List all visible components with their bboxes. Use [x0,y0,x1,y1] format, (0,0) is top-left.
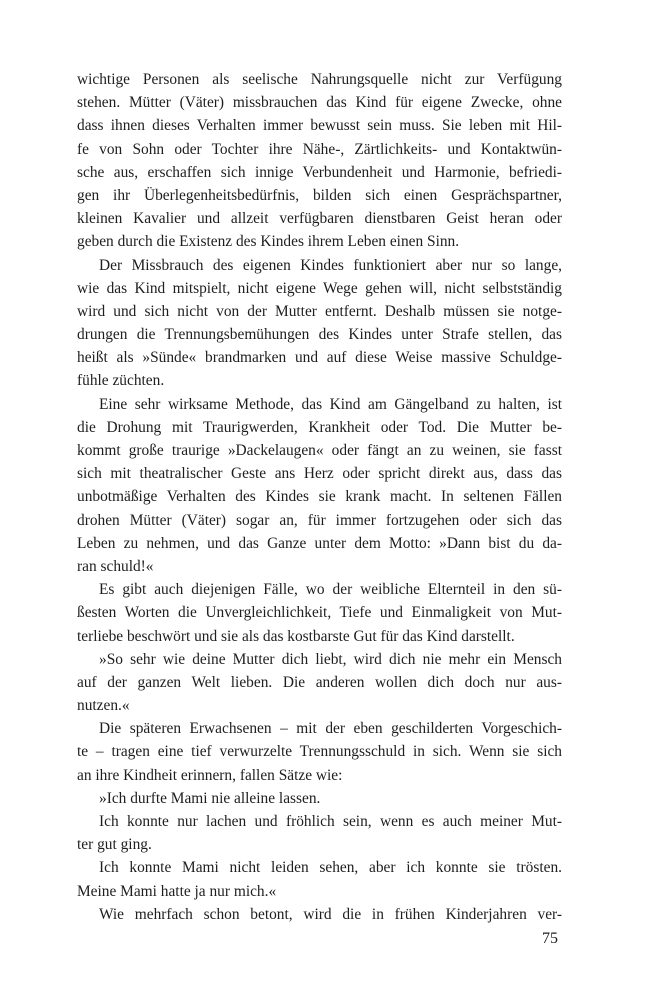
text-line: sche aus, erschaffen sich innige Verbundenheit und Harmonie, befriedi- [77,163,562,181]
text-line: an ihre Kindheit erinnern, fallen Sätze wie: [77,766,343,784]
text-line: drohen Mütter (Väter) sogar an, für immer fortzugehen oder sich das [77,511,562,529]
text-line: sich mit theatralischer Geste ans Herz oder spricht direkt aus, dass das [77,465,562,483]
text-line: »So sehr wie deine Mutter dich liebt, wird dich nie mehr ein Mensch [99,650,562,668]
text-line: ßesten Worten die Unvergleichlichkeit, Tiefe und Einmaligkeit von Mut- [77,604,562,622]
text-line: wie das Kind mitspielt, nicht eigene Wege gehen will, nicht selbstständig [77,279,562,297]
text-line: heißt als »Sünde« brandmarken und auf diese Weise massive Schuldge- [77,349,562,367]
text-line: nutzen.« [77,697,130,715]
text-line: ran schuld!« [77,557,154,575]
text-line: fühle züchten. [77,372,165,390]
text-line: Wie mehrfach schon betont, wird die in frühen Kinderjahren ver- [99,905,562,923]
text-line: Ich konnte nur lachen und fröhlich sein, wenn es auch meiner Mut- [99,813,562,830]
text-line: terliebe beschwört und sie als das kostbarste Gut für das Kind darstellt. [77,627,515,645]
text-line: Es gibt auch diejenigen Fälle, wo der weibliche Elternteil in den sü- [99,581,562,599]
text-line: stehen. Mütter (Väter) missbrauchen das Kind für eigene Zwecke, ohne [77,94,562,112]
text-line: drungen die Trennungsbemühungen des Kindes unter Strafe stellen, das [77,326,562,344]
text-line: fe von Sohn oder Tochter ihre Nähe-, Zärtlichkeits- und Kontaktwün- [77,140,562,158]
text-line: wird und sich nicht von der Mutter entfernt. Deshalb müssen sie notge- [77,302,562,320]
text-line: wichtige Personen als seelische Nahrungsquelle nicht zur Verfügung [77,71,562,88]
text-line: Leben zu nehmen, und das Ganze unter dem Motto: »Dann bist du da- [77,534,562,552]
page-number: 75 [542,930,558,947]
text-line: unbotmäßige Verhalten des Kindes sie krank macht. In seltenen Fällen [77,488,562,506]
text-line: die Drohung mit Traurigwerden, Krankheit oder Tod. Die Mutter be- [77,418,562,436]
text-line: Der Missbrauch des eigenen Kindes funktioniert aber nur so lange, [99,256,562,274]
text-line: Ich konnte Mami nicht leiden sehen, aber ich konnte sie trösten. [99,859,562,877]
text-line: Eine sehr wirksame Methode, das Kind am Gängelband zu halten, ist [99,395,562,413]
text-line: »Ich durfte Mami nie alleine lassen. [99,789,321,807]
text-line: gen ihr Überlegenheitsbedürfnis, bilden sich einen Gesprächspartner, [77,186,562,204]
text-line: kommt große traurige »Dackelaugen« oder fängt an zu weinen, sie fasst [77,442,562,459]
text-line: geben durch die Existenz des Kindes ihrem Leben einen Sinn. [77,233,460,251]
text-line: Die späteren Erwachsenen – mit der eben geschilderten Vorgeschich- [99,720,562,738]
text-line: auf der ganzen Welt lieben. Die anderen wollen dich doch nur aus- [77,673,562,691]
text-line: dass ihnen dieses Verhalten immer bewusst sein muss. Sie leben mit Hil- [77,117,562,135]
text-line: ter gut ging. [77,836,152,854]
book-page-body [77,68,562,926]
text-line: kleinen Kavalier und allzeit verfügbaren dienstbaren Geist heran oder [77,210,562,228]
text-line: Meine Mami hatte ja nur mich.« [77,882,277,900]
text-line: te – tragen eine tief verwurzelte Trennungsschuld in sich. Wenn sie sich [77,743,562,761]
